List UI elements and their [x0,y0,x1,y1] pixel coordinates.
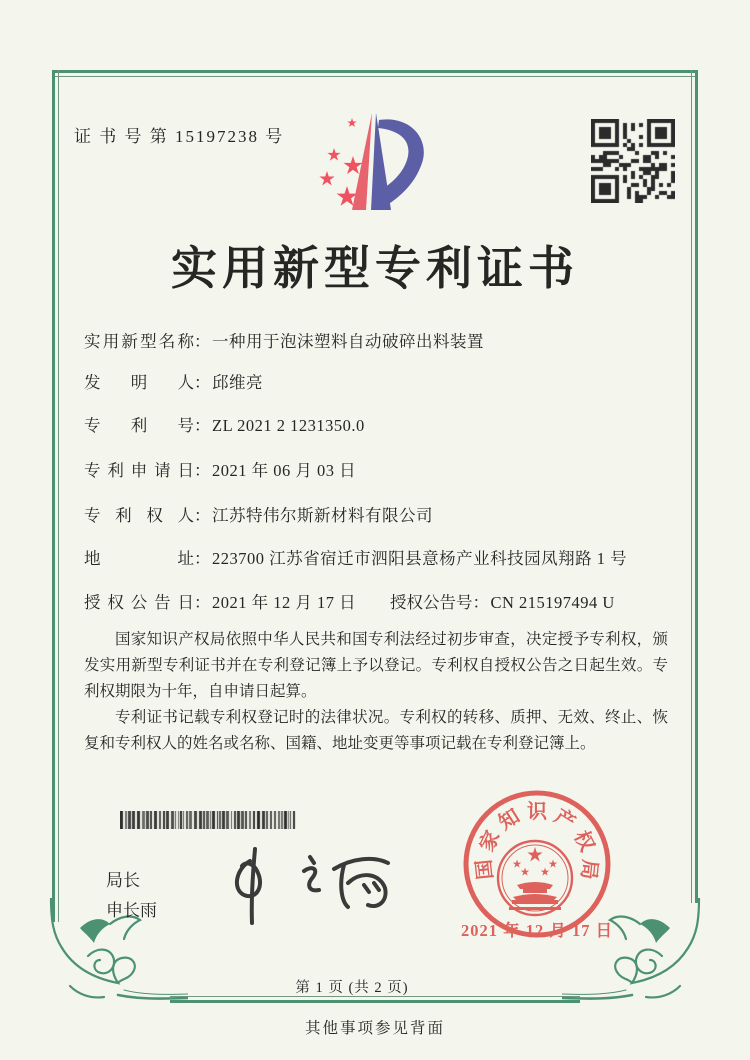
qr-code [591,119,675,203]
svg-text:知: 知 [495,805,524,835]
field-label: 发明人 [84,373,194,392]
field-colon: ： [194,373,211,392]
grant-number-pair [390,589,615,613]
logo-red-wedge [352,113,372,210]
field-colon: ： [194,461,211,480]
field-label: 专利号 [84,416,194,435]
back-note: 其他事项参见背面 [304,1020,445,1037]
director-name: 申长雨 [106,901,157,920]
frame-edge-left [52,70,59,922]
director-block [106,866,157,926]
director-signature [222,843,402,929]
grant-number-label: 授权公告号 [390,593,473,612]
field-label: 专利申请日 [84,461,194,480]
field-colon: ： [194,506,211,525]
field-label: 授权公告日 [84,593,194,612]
field-row [84,545,684,569]
frame-edge-top [52,70,698,77]
svg-text:国: 国 [473,858,498,881]
legal-paragraph: 专利证书记载专利权登记时的法律状况。专利权的转移、质押、无效、终止、恢复和专利权人的姓名或名称、国籍、地址变更等事项记载在专利登记簿上。 [84,709,668,752]
svg-text:识: 识 [527,801,547,823]
svg-text:产: 产 [550,805,579,835]
field-row [84,589,684,613]
field-colon: ： [194,593,211,612]
frame-edge-right [691,70,698,903]
field-label: 专利权人 [84,506,194,525]
legal-paragraph: 国家知识产权局依照中华人民共和国专利法经过初步审查，决定授予专利权，颁发实用新型专利证书并在专利登记簿上予以登记。专利权自授权公告之日起生效。专利权期限为十年，自申请日起算。 [84,631,668,700]
field-row [84,502,684,526]
field-value: 2021 年 12 月 17 日 [212,593,357,612]
field-value: ZL 2021 2 1231350.0 [212,416,365,435]
page-number: 第 1 页 (共 2 页) [295,980,409,996]
certificate-number: 证 书 号 第 15197238 号 [74,127,285,146]
field-row [84,457,684,481]
field-label: 地址 [84,549,194,568]
field-label: 实用新型名称 [84,332,194,351]
svg-text:家: 家 [475,827,505,856]
svg-text:权: 权 [569,827,599,856]
field-value: 江苏特伟尔斯新材料有限公司 [212,506,433,525]
svg-text:局: 局 [576,858,601,881]
field-value: 一种用于泡沫塑料自动破碎出料装置 [212,332,484,351]
field-colon: ： [472,593,489,612]
field-value: 223700 江苏省宿迁市泗阳县意杨产业科技园凤翔路 1 号 [212,549,628,568]
grant-number-value: CN 215197494 U [490,593,615,612]
cnipa-logo [303,106,458,224]
field-value: 邱维亮 [212,373,263,392]
certificate-title: 实用新型专利证书 [171,243,579,294]
field-row [84,412,684,436]
field-value: 2021 年 06 月 03 日 [212,461,357,480]
director-title: 局长 [106,871,140,890]
field-colon: ： [194,549,211,568]
field-row [84,369,684,393]
seal-date: 2021 年 12 月 17 日 [460,921,614,940]
field-row [84,328,684,352]
logo-p-bowl [378,119,424,207]
field-colon: ： [194,332,211,351]
frame-edge-bottom [170,996,580,1003]
field-colon: ： [194,416,211,435]
national-emblem [498,841,572,915]
legal-text [84,627,668,757]
official-seal [459,788,615,948]
barcode [120,811,296,829]
